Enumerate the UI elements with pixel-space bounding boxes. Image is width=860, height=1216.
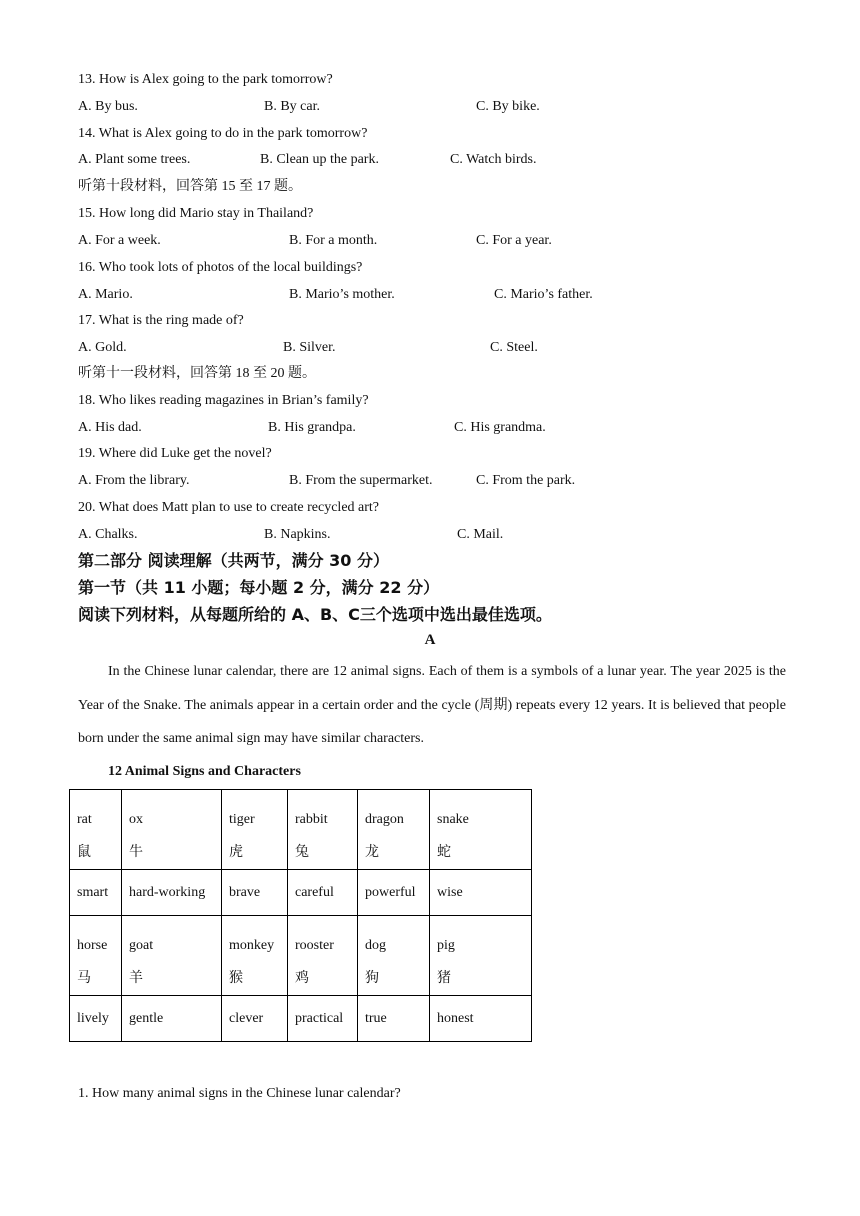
table-cell: practical	[288, 996, 358, 1042]
q18-option-c: C. His grandma.	[454, 420, 546, 435]
q17-option-b: B. Silver.	[283, 340, 336, 355]
table-cell: ox 牛	[122, 790, 222, 870]
section1-heading: 第一节（共 11 小题；每小题 2 分，满分 22 分）	[78, 578, 440, 597]
table-cell: careful	[288, 870, 358, 916]
table-cell: rat 鼠	[70, 790, 122, 870]
q19-option-c: C. From the park.	[476, 473, 576, 488]
question-18: 18. Who likes reading magazines in Brian’s family?	[78, 393, 369, 408]
table-cell: smart	[70, 870, 122, 916]
q19-option-b: B. From the supermarket.	[289, 473, 433, 488]
table-cell: monkey 猴	[222, 916, 288, 996]
table-cell: rabbit 兔	[288, 790, 358, 870]
table-cell: brave	[222, 870, 288, 916]
q16-option-c: C. Mario’s father.	[494, 287, 593, 302]
q17-option-c: C. Steel.	[490, 340, 538, 355]
q14-option-c: C. Watch birds.	[450, 152, 537, 167]
table-cell: powerful	[358, 870, 430, 916]
question-19: 19. Where did Luke get the novel?	[78, 446, 272, 461]
q13-option-b: B. By car.	[264, 99, 320, 114]
table-cell: goat 羊	[122, 916, 222, 996]
instruction-tenth: 听第十段材料，回答第 15 至 17 题。	[78, 179, 302, 194]
q14-option-a: A. Plant some trees.	[78, 152, 191, 167]
animal-signs-table	[69, 789, 532, 1042]
q15-option-c: C. For a year.	[476, 233, 552, 248]
table-cell: honest	[430, 996, 532, 1042]
question-20: 20. What does Matt plan to use to create recycled art?	[78, 500, 380, 515]
reading-direction: 阅读下列材料，从每题所给的 A、B、C三个选项中选出最佳选项。	[78, 605, 552, 624]
q18-option-b: B. His grandpa.	[268, 420, 356, 435]
table-cell: rooster 鸡	[288, 916, 358, 996]
table-cell: dog 狗	[358, 916, 430, 996]
table-cell: tiger 虎	[222, 790, 288, 870]
question-14: 14. What is Alex going to do in the park tomorrow?	[78, 126, 368, 141]
q18-option-a: A. His dad.	[78, 420, 142, 435]
table-row	[70, 996, 532, 1042]
question-15: 15. How long did Mario stay in Thailand?	[78, 206, 314, 221]
table-row	[70, 790, 532, 870]
question-17: 17. What is the ring made of?	[78, 313, 244, 328]
passage-label: A	[424, 632, 436, 648]
q20-option-c: C. Mail.	[457, 527, 504, 542]
table-row	[70, 870, 532, 916]
table-cell: lively	[70, 996, 122, 1042]
q17-option-a: A. Gold.	[78, 340, 127, 355]
table-cell: clever	[222, 996, 288, 1042]
table-cell: true	[358, 996, 430, 1042]
q15-option-b: B. For a month.	[289, 233, 378, 248]
q19-option-a: A. From the library.	[78, 473, 190, 488]
table-cell: horse 马	[70, 916, 122, 996]
table-cell: gentle	[122, 996, 222, 1042]
q20-option-b: B. Napkins.	[264, 527, 331, 542]
passage-body: In the Chinese lunar calendar, there are 12 animal signs. Each of them is a symbols of a lunar year. The year 2025 is the Year of the Snake. The animals appear in a certain order and the cycle (周期) repeats every 12 years. It is believed that people born under the same animal sign may have similar characters.	[78, 664, 786, 746]
question-13: 13. How is Alex going to the park tomorrow?	[78, 72, 333, 87]
table-cell: wise	[430, 870, 532, 916]
q15-option-a: A. For a week.	[78, 233, 161, 248]
part2-title: 第二部分 阅读理解（共两节，满分 30 分）	[78, 551, 389, 570]
reading-question-1: 1. How many animal signs in the Chinese lunar calendar?	[78, 1086, 401, 1101]
table-cell: hard-working	[122, 870, 222, 916]
q16-option-a: A. Mario.	[78, 287, 133, 302]
table-cell: dragon 龙	[358, 790, 430, 870]
instruction-eleventh: 听第十一段材料，回答第 18 至 20 题。	[78, 366, 316, 381]
table-cell: pig 猪	[430, 916, 532, 996]
q13-option-a: A. By bus.	[78, 99, 138, 114]
table-cell: snake 蛇	[430, 790, 532, 870]
q13-option-c: C. By bike.	[476, 99, 540, 114]
table-row	[70, 916, 532, 996]
question-16: 16. Who took lots of photos of the local buildings?	[78, 260, 363, 275]
q16-option-b: B. Mario’s mother.	[289, 287, 395, 302]
q14-option-b: B. Clean up the park.	[260, 152, 379, 167]
passage-text	[78, 655, 786, 756]
q20-option-a: A. Chalks.	[78, 527, 138, 542]
table-caption: 12 Animal Signs and Characters	[108, 764, 301, 779]
